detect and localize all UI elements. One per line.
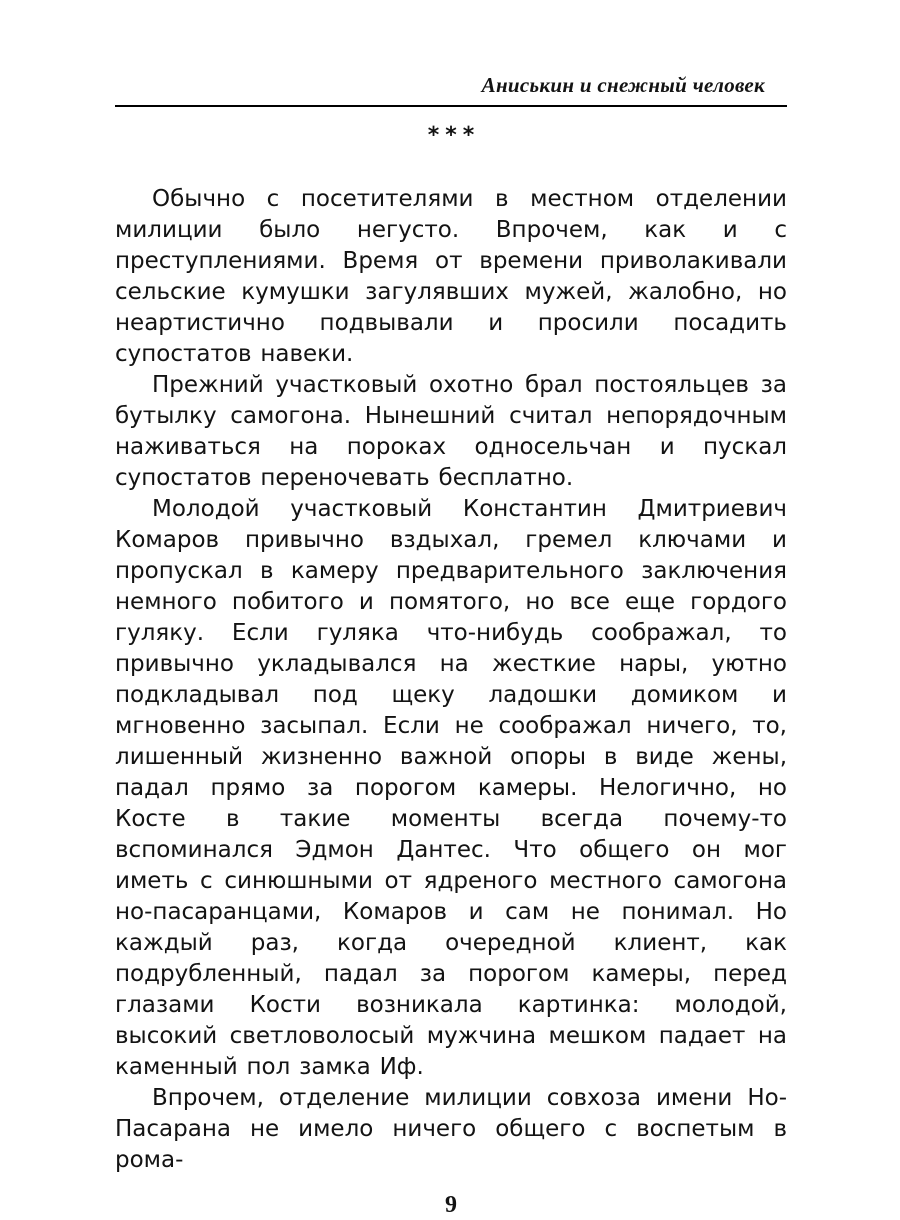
page-number: 9 [445,1192,457,1218]
section-divider: *** [427,123,481,148]
page-footer [115,1190,787,1220]
page-header [115,72,787,107]
paragraph-2: Прежний участковый охотно брал постояльцев за бутылку самогона. Нынешний считал непорядочным наживаться на пороках односельчан и пускал супостатов переночевать бесплатно. [115,372,787,491]
body-text [115,184,787,1176]
running-header-title: Аниськин и снежный человек [481,73,765,97]
header-rule [115,105,787,107]
paragraph-3: Молодой участковый Константин Дмитриевич Комаров привычно вздыхал, гремел ключами и пропускал в камеру предварительного заключения немного побитого и помятого, но все еще гордого гуляку. Если гуляка что-нибудь соображал, то привычно укладывался на жесткие нары, уютно подкладывал под щеку ладошки домиком и мгновенно засыпал. Если не соображал ничего, то, лишенный жизненно важной опоры в виде жены, падал прямо за порогом камеры. Нелогично, но Косте в такие моменты всегда почему-то вспоминался Эдмон Дантес. Что общего он мог иметь с синюшными от ядреного местного самогона но-пасаранцами, Комаров и сам не понимал. Но каждый раз, когда очередной клиент, как подрубленный, падал за порогом камеры, перед глазами Кости возникала картинка: молодой, высокий светловолосый мужчина мешком падает на каменный пол замка Иф. [115,496,787,1080]
paragraph-1: Обычно с посетителями в местном отделении милиции было негусто. Впрочем, как и с преступлениями. Время от времени приволакивали сельские кумушки загулявших мужей, жалобно, но неартистично подвывали и просили посадить супостатов навеки. [115,186,787,367]
paragraph-4: Впрочем, отделение милиции совхоза имени Но-Пасарана не имело ничего общего с воспетым в рома- [115,1085,787,1173]
